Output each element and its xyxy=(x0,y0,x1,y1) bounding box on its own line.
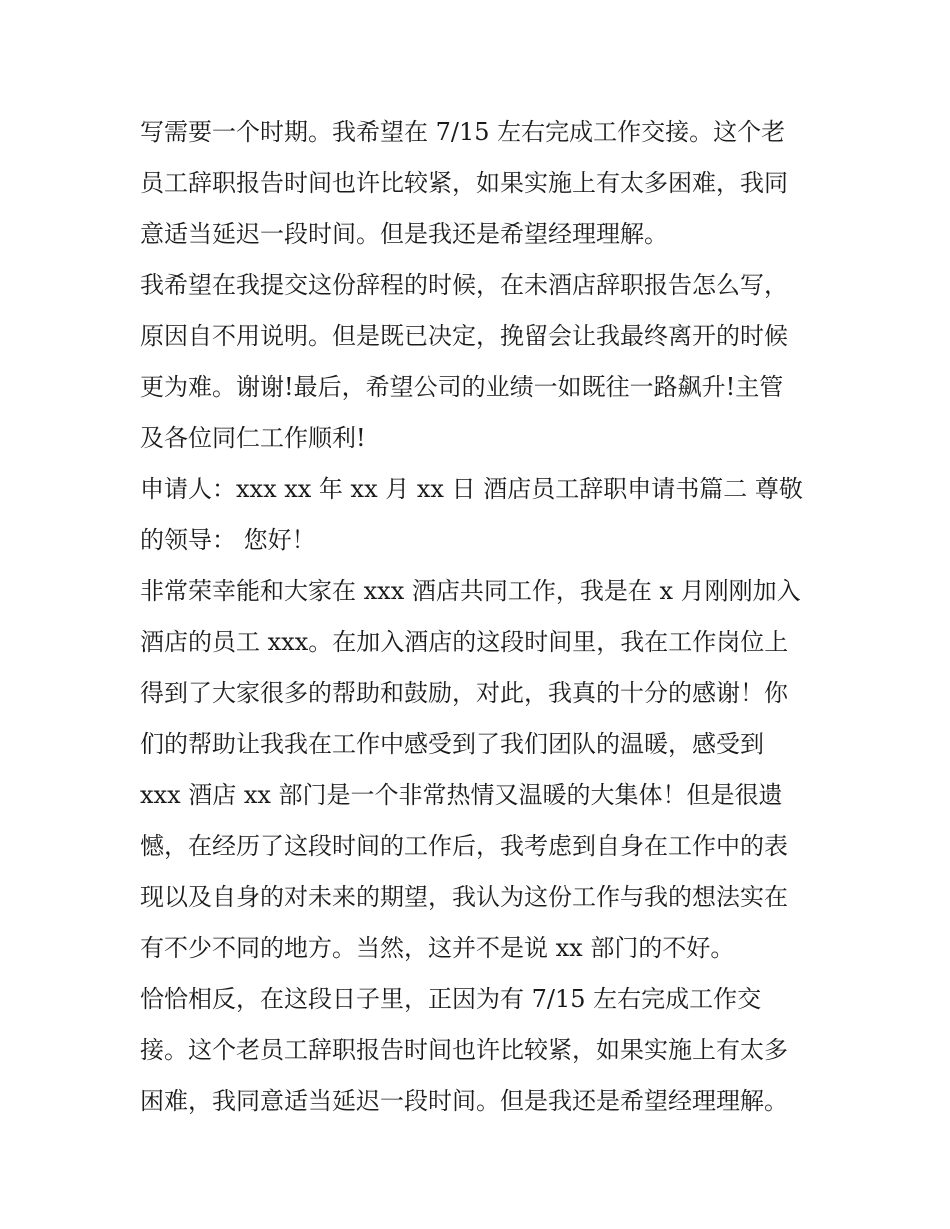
text-line: 憾，在经历了这段时间的工作后，我考虑到自身在工作中的表 xyxy=(140,832,788,860)
text-line: 恰恰相反，在这段日子里，正因为有 7/15 左右完成工作交 xyxy=(140,985,762,1013)
text-line: 酒店的员工 xxx。在加入酒店的这段时间里，我在工作岗位上 xyxy=(140,628,789,656)
text-line: 原因自不用说明。但是既已决定，挽留会让我最终离开的时候 xyxy=(140,322,788,350)
text-line: 我希望在我提交这份辞程的时候，在未酒店辞职报告怎么写， xyxy=(140,271,788,299)
text-line: 接。这个老员工辞职报告时间也许比较紧，如果实施上有太多 xyxy=(140,1036,788,1064)
text-line: 们的帮助让我我在工作中感受到了我们团队的温暖，感受到 xyxy=(140,730,764,758)
text-line: 现以及自身的对未来的期望，我认为这份工作与我的想法实在 xyxy=(140,883,788,911)
text-line: 非常荣幸能和大家在 xxx 酒店共同工作，我是在 x 月刚刚加入 xyxy=(140,577,801,605)
text-line: 员工辞职报告时间也许比较紧，如果实施上有太多困难，我同 xyxy=(140,169,788,197)
text-line: 得到了大家很多的帮助和鼓励，对此，我真的十分的感谢！你 xyxy=(140,679,788,707)
body-text xyxy=(140,107,830,1127)
text-line: 意适当延迟一段时间。但是我还是希望经理理解。 xyxy=(140,220,668,248)
text-line: 写需要一个时期。我希望在 7/15 左右完成工作交接。这个老 xyxy=(140,118,786,146)
text-line: 申请人：xxx xx 年 xx 月 xx 日 酒店员工辞职申请书篇二 尊敬 xyxy=(140,475,803,503)
text-line: 困难，我同意适当延迟一段时间。但是我还是希望经理理解。 xyxy=(140,1087,788,1115)
text-line: 有不少不同的地方。当然，这并不是说 xx 部门的不好。 xyxy=(140,934,735,962)
text-line: 的领导： 您好！ xyxy=(140,526,316,554)
text-line: xxx 酒店 xx 部门是一个非常热情又温暖的大集体！但是很遗 xyxy=(140,781,783,809)
text-line: 更为难。谢谢!最后，希望公司的业绩一如既往一路飙升!主管 xyxy=(140,373,784,401)
text-line: 及各位同仁工作顺利! xyxy=(140,424,366,452)
